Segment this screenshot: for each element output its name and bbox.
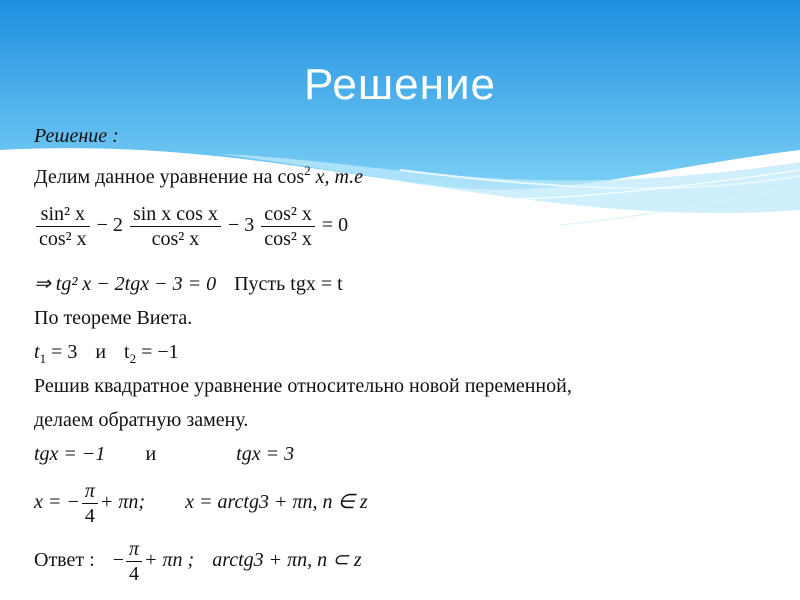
tg-values-line: tgx = −1 и tgx = 3 — [34, 443, 295, 465]
answer-pi-over-4-fraction: $\frac{\pi}{4}$ — [126, 538, 142, 585]
answer-line: Ответ : − $\frac{\pi}{4}$ + πn ; arctg3 + πn, n ⊂ z — [34, 538, 362, 585]
slide-title: Решение — [303, 60, 496, 109]
quadratic-line: ⇒ tg² x − 2tgx − 3 = 0 Пусть tgx = t — [34, 273, 343, 295]
equation-fractions: $\frac{\text{sin² x}}{\text{cos² x}}$ − 2 $\frac{\text{sin x cos x}}{\text{cos² x}}$ − 3 $\frac{\text{cos² x}}{\text{cos² x}}$ = 0 — [34, 203, 348, 250]
vieta-line: По теореме Виета. — [34, 307, 193, 329]
substitution-line: делаем обратную замену. — [34, 409, 249, 431]
divide-line: Делим данное уравнение на $\cos^2 x$, т.е — [34, 163, 364, 188]
fraction-2: $\frac{\text{sin x cos x}}{\text{cos² x}}$ — [130, 203, 221, 250]
fraction-3: $\frac{\text{cos² x}}{\text{cos² x}}$ — [261, 203, 315, 250]
fraction-1: $\frac{\text{sin² x}}{\text{cos² x}}$ — [36, 203, 90, 250]
solution-label: Решение : — [34, 125, 119, 147]
answer-label: Ответ : — [34, 549, 95, 572]
pi-over-4-fraction: $\frac{\pi}{4}$ — [82, 480, 98, 527]
roots-line: $t_1 = 3$ и $t_2 = -1$ — [34, 341, 179, 366]
x-solutions-line: x = − $\frac{\pi}{4}$ + πn; x = arctg3 + πn, n ∈ z — [34, 480, 368, 527]
solve-text-line: Решив квадратное уравнение относительно новой переменной, — [34, 375, 572, 397]
